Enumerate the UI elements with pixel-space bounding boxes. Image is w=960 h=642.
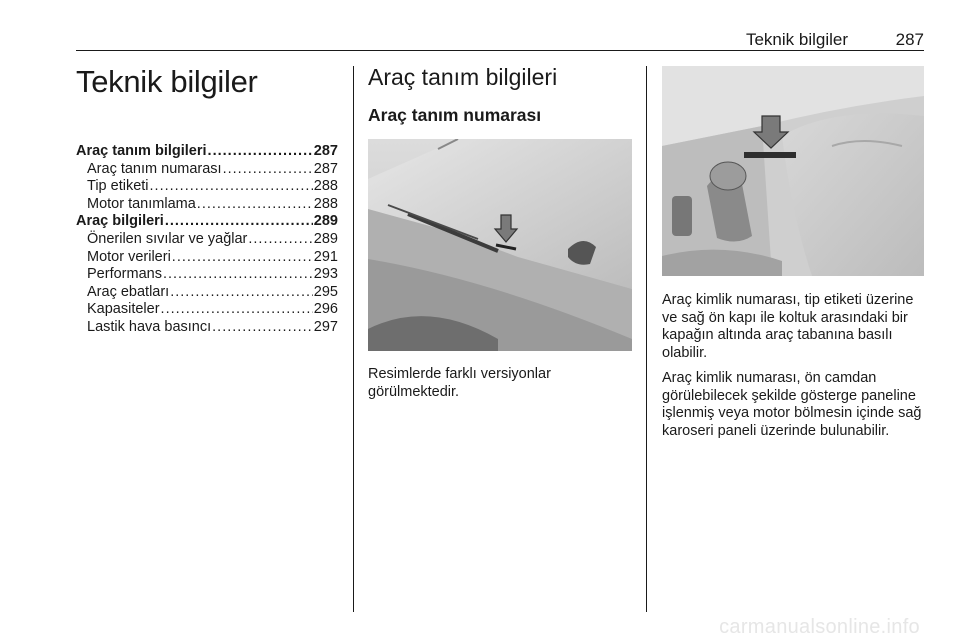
toc-entry[interactable] <box>76 284 338 302</box>
toc-label: Araç tanım bilgileri <box>76 143 207 159</box>
running-header <box>76 28 924 51</box>
toc-page-number: 289 <box>313 213 338 230</box>
toc-label: Araç ebatları <box>87 283 170 300</box>
toc-leader <box>170 284 313 302</box>
toc-leader <box>165 213 313 231</box>
toc-section[interactable] <box>76 143 338 161</box>
toc-label: Araç bilgileri <box>76 213 164 230</box>
toc-page-number: 287 <box>313 143 338 159</box>
toc-label: Tip etiketi <box>87 178 149 195</box>
toc-entry[interactable] <box>76 231 338 249</box>
toc-page-number: 291 <box>313 248 338 265</box>
page-number: 287 <box>895 30 924 49</box>
toc-entry[interactable] <box>76 161 338 179</box>
subsection-title: Araç tanım numarası <box>368 105 542 125</box>
column-divider <box>353 66 354 612</box>
toc-label: Önerilen sıvılar ve yağlar <box>87 230 248 247</box>
floor-vin-figure <box>662 66 924 276</box>
body-paragraph: Araç kimlik numarası, tip etiketi üzerine ve sağ ön kapı ile koltuk arasındaki bir kapağın altında araç tabanına basılı olabilir. <box>662 292 914 361</box>
toc-page-number: 287 <box>313 160 338 177</box>
watermark: carmanualsonline.info <box>719 616 920 638</box>
body-paragraph: Araç kimlik numarası, ön camdan görülebilecek şekilde gösterge paneline işlenmiş veya motor bölmesin içinde sağ karoseri paneli üzerinde bulunabilir. <box>662 370 922 439</box>
toc-label: Performans <box>87 266 162 283</box>
header-title: Teknik bilgiler <box>745 30 848 49</box>
toc-leader <box>248 231 312 249</box>
chapter-title: Teknik bilgiler <box>76 64 258 99</box>
toc-label: Motor verileri <box>87 248 171 265</box>
section-title: Araç tanım bilgileri <box>368 64 558 90</box>
toc-entry[interactable] <box>76 249 338 267</box>
toc-label: Kapasiteler <box>87 301 160 318</box>
toc-entry[interactable] <box>76 301 338 319</box>
toc-entry[interactable] <box>76 196 338 214</box>
toc-leader <box>150 178 313 196</box>
toc-page-number: 295 <box>313 283 338 300</box>
toc-label: Motor tanımlama <box>87 195 196 212</box>
toc-page-number: 296 <box>313 301 338 318</box>
toc-leader <box>212 319 313 337</box>
toc-page-number: 293 <box>313 266 338 283</box>
toc-leader <box>208 143 313 161</box>
toc-entry[interactable] <box>76 319 338 337</box>
column-divider <box>646 66 647 612</box>
toc-page-number: 288 <box>313 178 338 195</box>
toc-page-number: 289 <box>313 230 338 247</box>
table-of-contents <box>76 143 338 337</box>
toc-label: Araç tanım numarası <box>87 160 222 177</box>
toc-leader <box>223 161 313 179</box>
windscreen-vin-figure <box>368 139 632 351</box>
toc-leader <box>161 301 313 319</box>
toc-section[interactable] <box>76 213 338 231</box>
toc-entry[interactable] <box>76 178 338 196</box>
toc-entry[interactable] <box>76 266 338 284</box>
toc-page-number: 288 <box>313 195 338 212</box>
toc-page-number: 297 <box>313 318 338 335</box>
toc-leader <box>172 249 313 267</box>
figure-caption: Resimlerde farklı versiyonlar görülmektedir. <box>368 366 551 400</box>
toc-leader <box>163 266 313 284</box>
toc-label: Lastik hava basıncı <box>87 318 212 335</box>
toc-leader <box>197 196 313 214</box>
